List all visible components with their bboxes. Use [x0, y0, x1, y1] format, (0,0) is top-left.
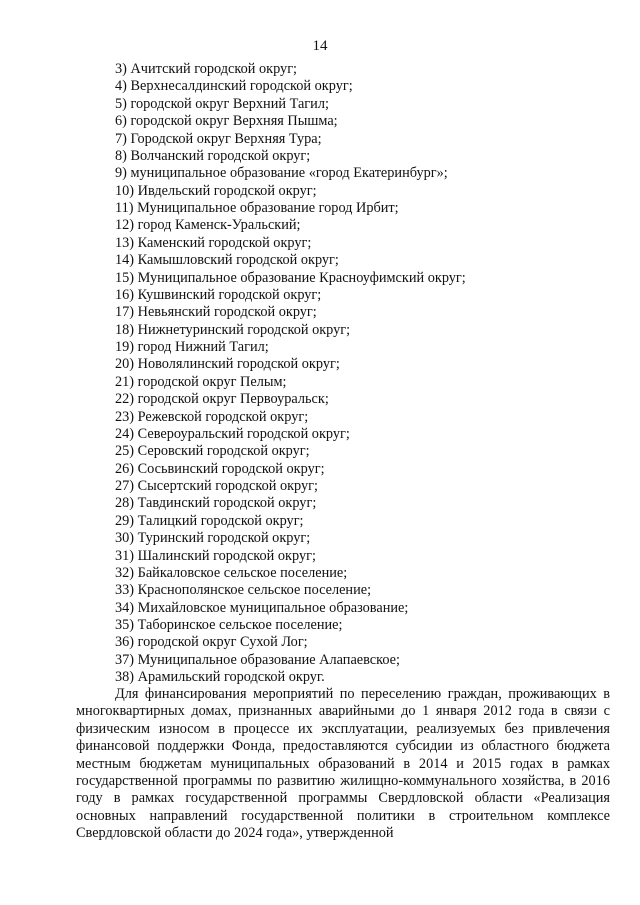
list-item: 30) Туринский городской округ;: [115, 530, 311, 547]
list-item: 25) Серовский городской округ;: [115, 443, 310, 460]
list-item: 34) Михайловское муниципальное образование;: [115, 599, 409, 616]
list-item: 20) Новолялинский городской округ;: [115, 356, 340, 373]
list-item: 26) Сосьвинский городской округ;: [115, 460, 325, 477]
body-paragraph: Для финансирования мероприятий по переселению граждан, проживающих в многоквартирных домах, признанных аварийными до 1 января 2012 года в связи с физическим износом в процессе их эксплуатации, реализуемых без привлечения финансовой поддержки Фонда, предоставляются субсидии из областного бюджета местным бюджетам муниципальных образований в 2014 и 2015 годах в рамках государственной программы по развитию жилищно-коммунального хозяйства, в 2016 году в рамках государственной программы Свердловской области «Реализация основных направлений государственной политики в строительном комплексе Свердловской области до 2024 года», утвержденной: [76, 686, 610, 842]
page-number: 14: [312, 38, 328, 54]
list-item: 14) Камышловский городской округ;: [115, 252, 339, 269]
list-item: 32) Байкаловское сельское поселение;: [115, 564, 348, 581]
list-item: 13) Каменский городской округ;: [115, 234, 312, 251]
list-item: 10) Ивдельский городской округ;: [115, 182, 317, 199]
list-item: 31) Шалинский городской округ;: [115, 547, 316, 564]
list-item: 38) Арамильский городской округ.: [115, 669, 325, 686]
list-item: 9) муниципальное образование «город Екатеринбург»;: [115, 165, 448, 182]
list-item: 29) Талицкий городской округ;: [115, 512, 304, 529]
list-item: 5) городской округ Верхний Тагил;: [115, 95, 329, 112]
list-item: 6) городской округ Верхняя Пышма;: [115, 113, 338, 130]
list-item: 15) Муниципальное образование Красноуфимский округ;: [115, 269, 466, 286]
list-item: 16) Кушвинский городской округ;: [115, 286, 322, 303]
list-item: 23) Режевской городской округ;: [115, 408, 309, 425]
list-item: 19) город Нижний Тагил;: [115, 339, 269, 355]
municipality-list: [115, 61, 610, 687]
list-item: 12) город Каменск-Уральский;: [115, 217, 301, 234]
list-item: 37) Муниципальное образование Алапаевское;: [115, 651, 401, 668]
list-item: 22) городской округ Первоуральск;: [115, 391, 329, 408]
list-item: 4) Верхнесалдинский городской округ;: [115, 78, 353, 95]
list-item: 8) Волчанский городской округ;: [115, 147, 311, 164]
list-item: 3) Ачитский городской округ;: [115, 61, 298, 77]
list-item: 28) Тавдинский городской округ;: [115, 495, 317, 512]
list-item: 35) Таборинское сельское поселение;: [115, 617, 343, 633]
list-item: 24) Североуральский городской округ;: [115, 425, 350, 442]
list-item: 33) Краснополянское сельское поселение;: [115, 582, 372, 599]
list-item: 21) городской округ Пелым;: [115, 373, 287, 390]
list-item: 17) Невьянский городской округ;: [115, 304, 317, 321]
list-item: 7) Городской округ Верхняя Тура;: [115, 130, 322, 147]
list-item: 11) Муниципальное образование город Ирбит;: [115, 200, 399, 216]
list-item: 27) Сысертский городской округ;: [115, 478, 318, 494]
list-item: 36) городской округ Сухой Лог;: [115, 634, 308, 651]
list-item: 18) Нижнетуринский городской округ;: [115, 321, 351, 338]
